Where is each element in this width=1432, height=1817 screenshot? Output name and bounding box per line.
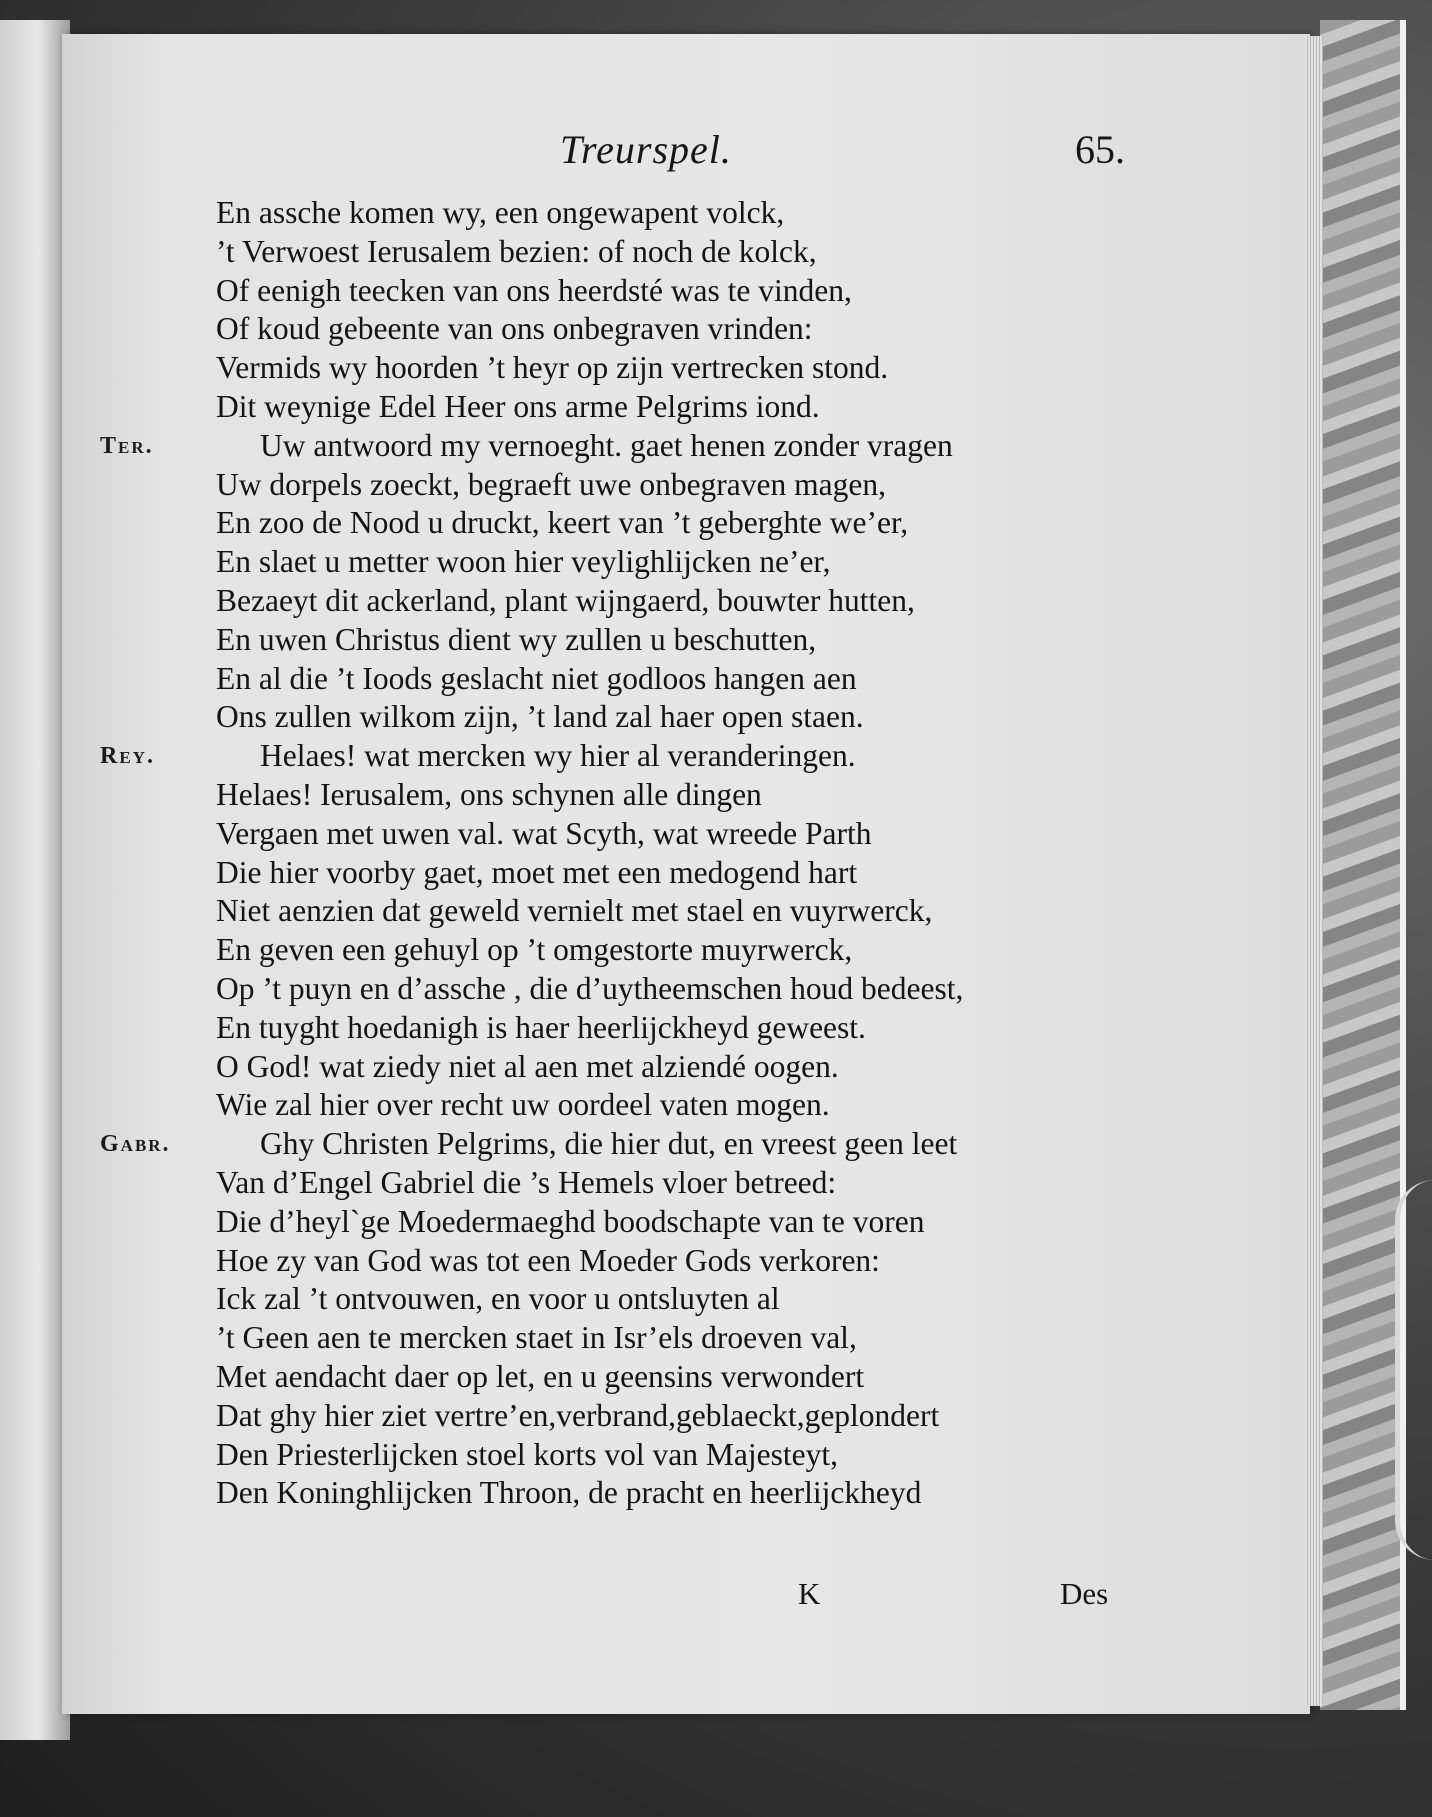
verse-text: Helaes! wat mercken wy hier al veranderingen. xyxy=(260,738,856,774)
verse-line xyxy=(100,1048,1300,1087)
verse-text: Wie zal hier over recht uw oordeel vaten mogen. xyxy=(216,1087,830,1123)
verse-line xyxy=(100,349,1300,388)
verse-line xyxy=(100,233,1300,272)
verse-text: Dit weynige Edel Heer ons arme Pelgrims iond. xyxy=(216,388,820,424)
page-number: 65. xyxy=(1075,127,1125,172)
verse-text: Ghy Christen Pelgrims, die hier dut, en vreest geen leet xyxy=(260,1126,958,1162)
verse-line xyxy=(100,504,1300,543)
verse-text: O God! wat ziedy niet al aen met alziendé oogen. xyxy=(216,1048,839,1084)
verse-line xyxy=(100,621,1300,660)
verse-text: Die hier voorby gaet, moet met een medogend hart xyxy=(216,854,858,890)
verse-line xyxy=(100,543,1300,582)
verse-line xyxy=(100,1436,1300,1475)
verse-text: En slaet u metter woon hier veylighlijcken ne’er, xyxy=(216,544,831,580)
verse-text: En zoo de Nood u druckt, keert van ’t geberghte we’er, xyxy=(216,505,909,541)
verse-line xyxy=(100,1358,1300,1397)
speaker-label: Ter. xyxy=(100,432,154,459)
verse-line xyxy=(100,466,1300,505)
verse-line xyxy=(100,1474,1300,1513)
verse-line xyxy=(100,970,1300,1009)
verse-line xyxy=(100,854,1300,893)
verse-text: Den Priesterlijcken stoel korts vol van Majesteyt, xyxy=(216,1436,838,1472)
verse-text: Met aendacht daer op let, en u geensins verwondert xyxy=(216,1358,865,1394)
verse-line xyxy=(100,815,1300,854)
verse-line xyxy=(100,1280,1300,1319)
catchword: Des xyxy=(1060,1576,1109,1611)
verse-text: En uwen Christus dient wy zullen u beschutten, xyxy=(216,621,817,657)
verse-line xyxy=(100,194,1300,233)
verse-text: Niet aenzien dat geweld vernielt met stael en vuyrwerck, xyxy=(216,893,933,929)
verse-text: Den Koninghlijcken Throon, de pracht en heerlijckheyd xyxy=(216,1475,922,1511)
speaker-label: Gabr. xyxy=(100,1131,171,1158)
verse-line xyxy=(100,1319,1300,1358)
verse-text: En tuyght hoedanigh is haer heerlijckheyd geweest. xyxy=(216,1009,866,1045)
verse-line xyxy=(100,1125,1300,1164)
verse-line xyxy=(100,892,1300,931)
verse-text: Bezaeyt dit ackerland, plant wijngaerd, bouwter hutten, xyxy=(216,582,915,618)
verse-line xyxy=(100,1164,1300,1203)
verse-text: Op ’t puyn en d’assche , die d’uytheemschen houd bedeest, xyxy=(216,970,964,1006)
verse-text: ’t Verwoest Ierusalem bezien: of noch de kolck, xyxy=(216,233,817,269)
verse-text: Of eenigh teecken van ons heerdsté was te vinden, xyxy=(216,272,852,308)
verse-line xyxy=(100,1397,1300,1436)
verse-line xyxy=(100,931,1300,970)
verse-line xyxy=(100,698,1300,737)
verse-text: Vergaen met uwen val. wat Scyth, wat wreede Parth xyxy=(216,815,872,851)
verse-line xyxy=(100,310,1300,349)
verse-text: Of koud gebeente van ons onbegraven vrinden: xyxy=(216,311,813,347)
verse-line xyxy=(100,388,1300,427)
cable xyxy=(1395,1180,1432,1560)
running-head: Treurspel. xyxy=(560,127,732,172)
verse-text: Die d’heyl`ge Moedermaeghd boodschapte van te voren xyxy=(216,1203,925,1239)
verse-text: Helaes! Ierusalem, ons schynen alle dingen xyxy=(216,776,762,812)
verse-text: Vermids wy hoorden ’t heyr op zijn vertrecken stond. xyxy=(216,350,889,386)
verse-block xyxy=(100,194,1300,1513)
facing-page-edge xyxy=(0,20,70,1740)
signature-mark: K xyxy=(798,1576,821,1611)
verse-line xyxy=(100,272,1300,311)
verse-text: Van d’Engel Gabriel die ’s Hemels vloer betreed: xyxy=(216,1164,837,1200)
verse-line xyxy=(100,1009,1300,1048)
verse-line xyxy=(100,660,1300,699)
verse-text: ’t Geen aen te mercken staet in Isr’els droeven val, xyxy=(216,1320,857,1356)
verse-line xyxy=(100,776,1300,815)
verse-text: En al die ’t Ioods geslacht niet godloos hangen aen xyxy=(216,660,857,696)
marbled-back-cover xyxy=(1320,20,1406,1710)
verse-line xyxy=(100,427,1300,466)
verse-text: Hoe zy van God was tot een Moeder Gods verkoren: xyxy=(216,1242,880,1278)
verse-text: En geven een gehuyl op ’t omgestorte muyrwerck, xyxy=(216,932,853,968)
verse-line xyxy=(100,737,1300,776)
verse-text: Dat ghy hier ziet vertre’en,verbrand,geblaeckt,geplondert xyxy=(216,1397,940,1433)
verse-text: Uw dorpels zoeckt, begraeft uwe onbegraven magen, xyxy=(216,466,886,502)
verse-text: Uw antwoord my vernoeght. gaet henen zonder vragen xyxy=(260,427,953,463)
verse-text: En assche komen wy, een ongewapent volck, xyxy=(216,195,785,230)
verse-line xyxy=(100,1203,1300,1242)
verse-text: Ons zullen wilkom zijn, ’t land zal haer open staen. xyxy=(216,699,864,735)
verse-line xyxy=(100,1242,1300,1281)
speaker-label: Rey. xyxy=(100,743,155,770)
page-edges xyxy=(1305,36,1323,1706)
verse-line xyxy=(100,582,1300,621)
verse-line xyxy=(100,1086,1300,1125)
verse-text: Ick zal ’t ontvouwen, en voor u ontsluyten al xyxy=(216,1281,780,1317)
